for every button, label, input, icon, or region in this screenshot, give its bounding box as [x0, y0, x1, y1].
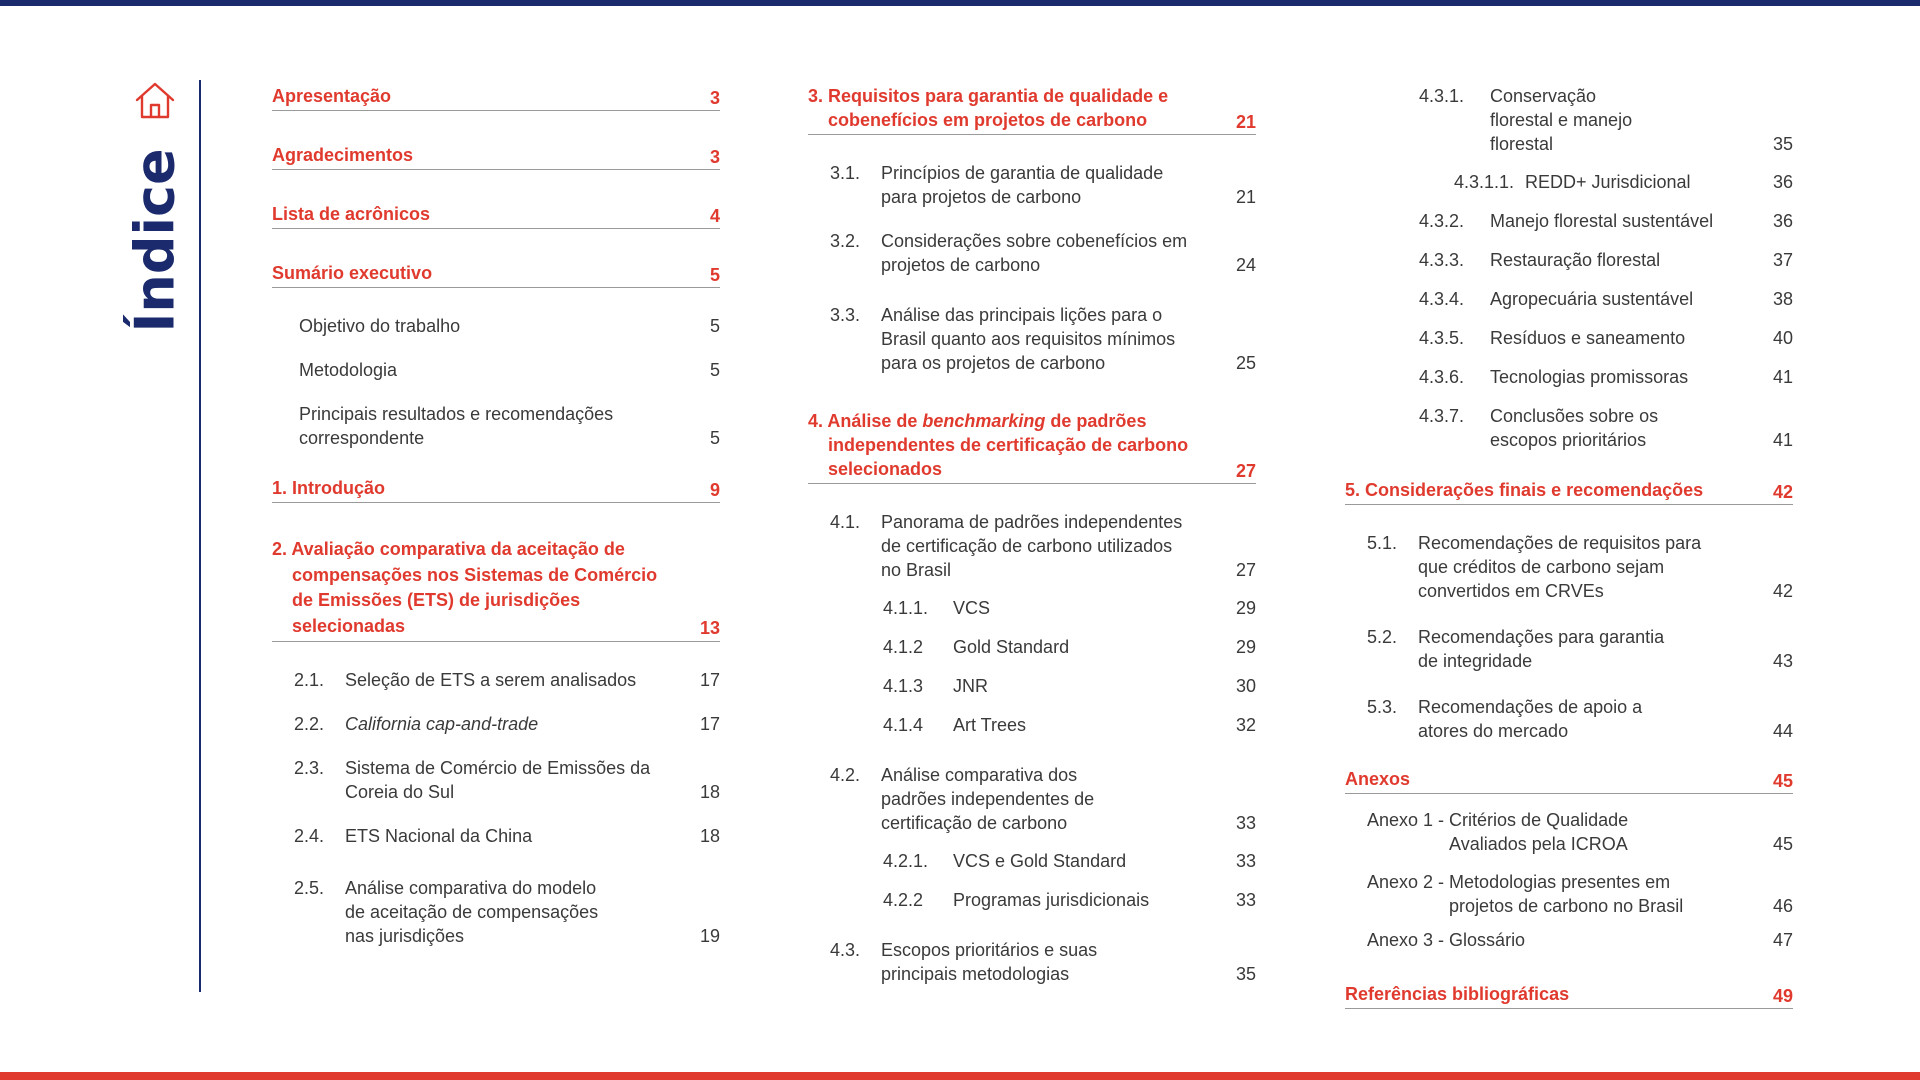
- toc-item-4-3-4[interactable]: 4.3.4. Agropecuária sustentável 38: [1419, 289, 1793, 309]
- vertical-divider: [199, 80, 201, 992]
- home-icon[interactable]: [134, 80, 176, 120]
- toc-heading-agradecimentos[interactable]: Agradecimentos 3: [272, 143, 720, 170]
- toc-item-principais-resultados[interactable]: Principais resultados e recomendações correspondente 5: [299, 404, 720, 448]
- toc-item-4-1[interactable]: 4.1. Panorama de padrões independentes de certificação de carbono utilizados no Brasil 27: [830, 512, 1256, 580]
- toc-heading-apresentacao[interactable]: Apresentação 3: [272, 84, 720, 111]
- toc-item-3-3[interactable]: 3.3. Análise das principais lições para o Brasil quanto aos requisitos mínimos para os projetos de carbono 25: [830, 305, 1256, 373]
- toc-item-4-1-2[interactable]: 4.1.2 Gold Standard 29: [883, 637, 1256, 657]
- toc-item-2-4[interactable]: 2.4. ETS Nacional da China 18: [294, 826, 720, 846]
- toc-item-5-2[interactable]: 5.2. Recomendações para garantia de integridade 43: [1367, 627, 1793, 671]
- toc-item-anexo-1[interactable]: Anexo 1 - Critérios de Qualidade Avaliados pela ICROA 45: [1367, 810, 1793, 854]
- toc-item-4-3[interactable]: 4.3. Escopos prioritários e suas principais metodologias 35: [830, 940, 1256, 984]
- bottom-accent-bar: [0, 1072, 1920, 1080]
- toc-column-2: [808, 84, 1256, 986]
- toc-item-metodologia[interactable]: Metodologia 5: [299, 360, 720, 380]
- toc-item-anexo-3[interactable]: Anexo 3 - Glossário 47: [1367, 930, 1793, 950]
- top-accent-bar: [0, 0, 1920, 6]
- toc-item-4-2-2[interactable]: 4.2.2 Programas jurisdicionais 33: [883, 890, 1256, 910]
- toc-heading-referencias[interactable]: Referências bibliográficas 49: [1345, 982, 1793, 1009]
- toc-heading-secao-2[interactable]: 2. Avaliação comparativa da aceitação de compensações nos Sistemas de Comércio de Emissões (ETS) de jurisdições selecionadas 13: [272, 537, 720, 642]
- toc-item-5-3[interactable]: 5.3. Recomendações de apoio a atores do mercado 44: [1367, 697, 1793, 741]
- toc-column-3: [1345, 84, 1793, 1009]
- toc-item-2-2[interactable]: 2.2. California cap-and-trade 17: [294, 714, 720, 734]
- toc-heading-secao-4[interactable]: 4. Análise de benchmarking de padrões independentes de certificação de carbono selecionados 27: [808, 409, 1256, 484]
- toc-item-4-3-3[interactable]: 4.3.3. Restauração florestal 37: [1419, 250, 1793, 270]
- toc-item-5-1[interactable]: 5.1. Recomendações de requisitos para que créditos de carbono sejam convertidos em CRVEs 42: [1367, 533, 1793, 601]
- toc-item-4-3-7[interactable]: 4.3.7. Conclusões sobre os escopos prioritários 41: [1419, 406, 1793, 450]
- toc-item-4-2[interactable]: 4.2. Análise comparativa dos padrões independentes de certificação de carbono 33: [830, 765, 1256, 833]
- toc-item-4-1-4[interactable]: 4.1.4 Art Trees 32: [883, 715, 1256, 735]
- toc-item-4-1-3[interactable]: 4.1.3 JNR 30: [883, 676, 1256, 696]
- toc-heading-lista-acronicos[interactable]: Lista de acrônicos 4: [272, 202, 720, 229]
- toc-heading-introducao[interactable]: 1. Introdução 9: [272, 476, 720, 503]
- toc-column-1: [272, 84, 720, 948]
- toc-item-2-5[interactable]: 2.5. Análise comparativa do modelo de aceitação de compensações nas jurisdições 19: [294, 878, 720, 946]
- toc-heading-sumario-executivo[interactable]: Sumário executivo 5: [272, 261, 720, 288]
- toc-item-2-1[interactable]: 2.1. Seleção de ETS a serem analisados 17: [294, 670, 720, 690]
- toc-item-4-3-6[interactable]: 4.3.6. Tecnologias promissoras 41: [1419, 367, 1793, 387]
- toc-heading-secao-5[interactable]: 5. Considerações finais e recomendações 42: [1345, 478, 1793, 505]
- toc-item-4-2-1[interactable]: 4.2.1. VCS e Gold Standard 33: [883, 851, 1256, 871]
- toc-item-anexo-2[interactable]: Anexo 2 - Metodologias presentes em projetos de carbono no Brasil 46: [1367, 872, 1793, 916]
- toc-item-3-2[interactable]: 3.2. Considerações sobre cobenefícios em projetos de carbono 24: [830, 231, 1256, 275]
- toc-heading-secao-3[interactable]: 3. Requisitos para garantia de qualidade e cobenefícios em projetos de carbono 21: [808, 84, 1256, 135]
- toc-item-4-3-5[interactable]: 4.3.5. Resíduos e saneamento 40: [1419, 328, 1793, 348]
- toc-item-4-1-1[interactable]: 4.1.1. VCS 29: [883, 598, 1256, 618]
- index-title: Índice: [123, 147, 187, 333]
- toc-heading-anexos[interactable]: Anexos 45: [1345, 767, 1793, 794]
- toc-item-4-3-2[interactable]: 4.3.2. Manejo florestal sustentável 36: [1419, 211, 1793, 231]
- toc-item-4-3-1-1[interactable]: 4.3.1.1. REDD+ Jurisdicional 36: [1454, 172, 1793, 192]
- toc-item-2-3[interactable]: 2.3. Sistema de Comércio de Emissões da Coreia do Sul 18: [294, 758, 720, 802]
- toc-item-objetivo[interactable]: Objetivo do trabalho 5: [299, 316, 720, 336]
- toc-item-4-3-1[interactable]: 4.3.1. Conservação florestal e manejo florestal 35: [1419, 86, 1793, 154]
- toc-item-3-1[interactable]: 3.1. Princípios de garantia de qualidade para projetos de carbono 21: [830, 163, 1256, 207]
